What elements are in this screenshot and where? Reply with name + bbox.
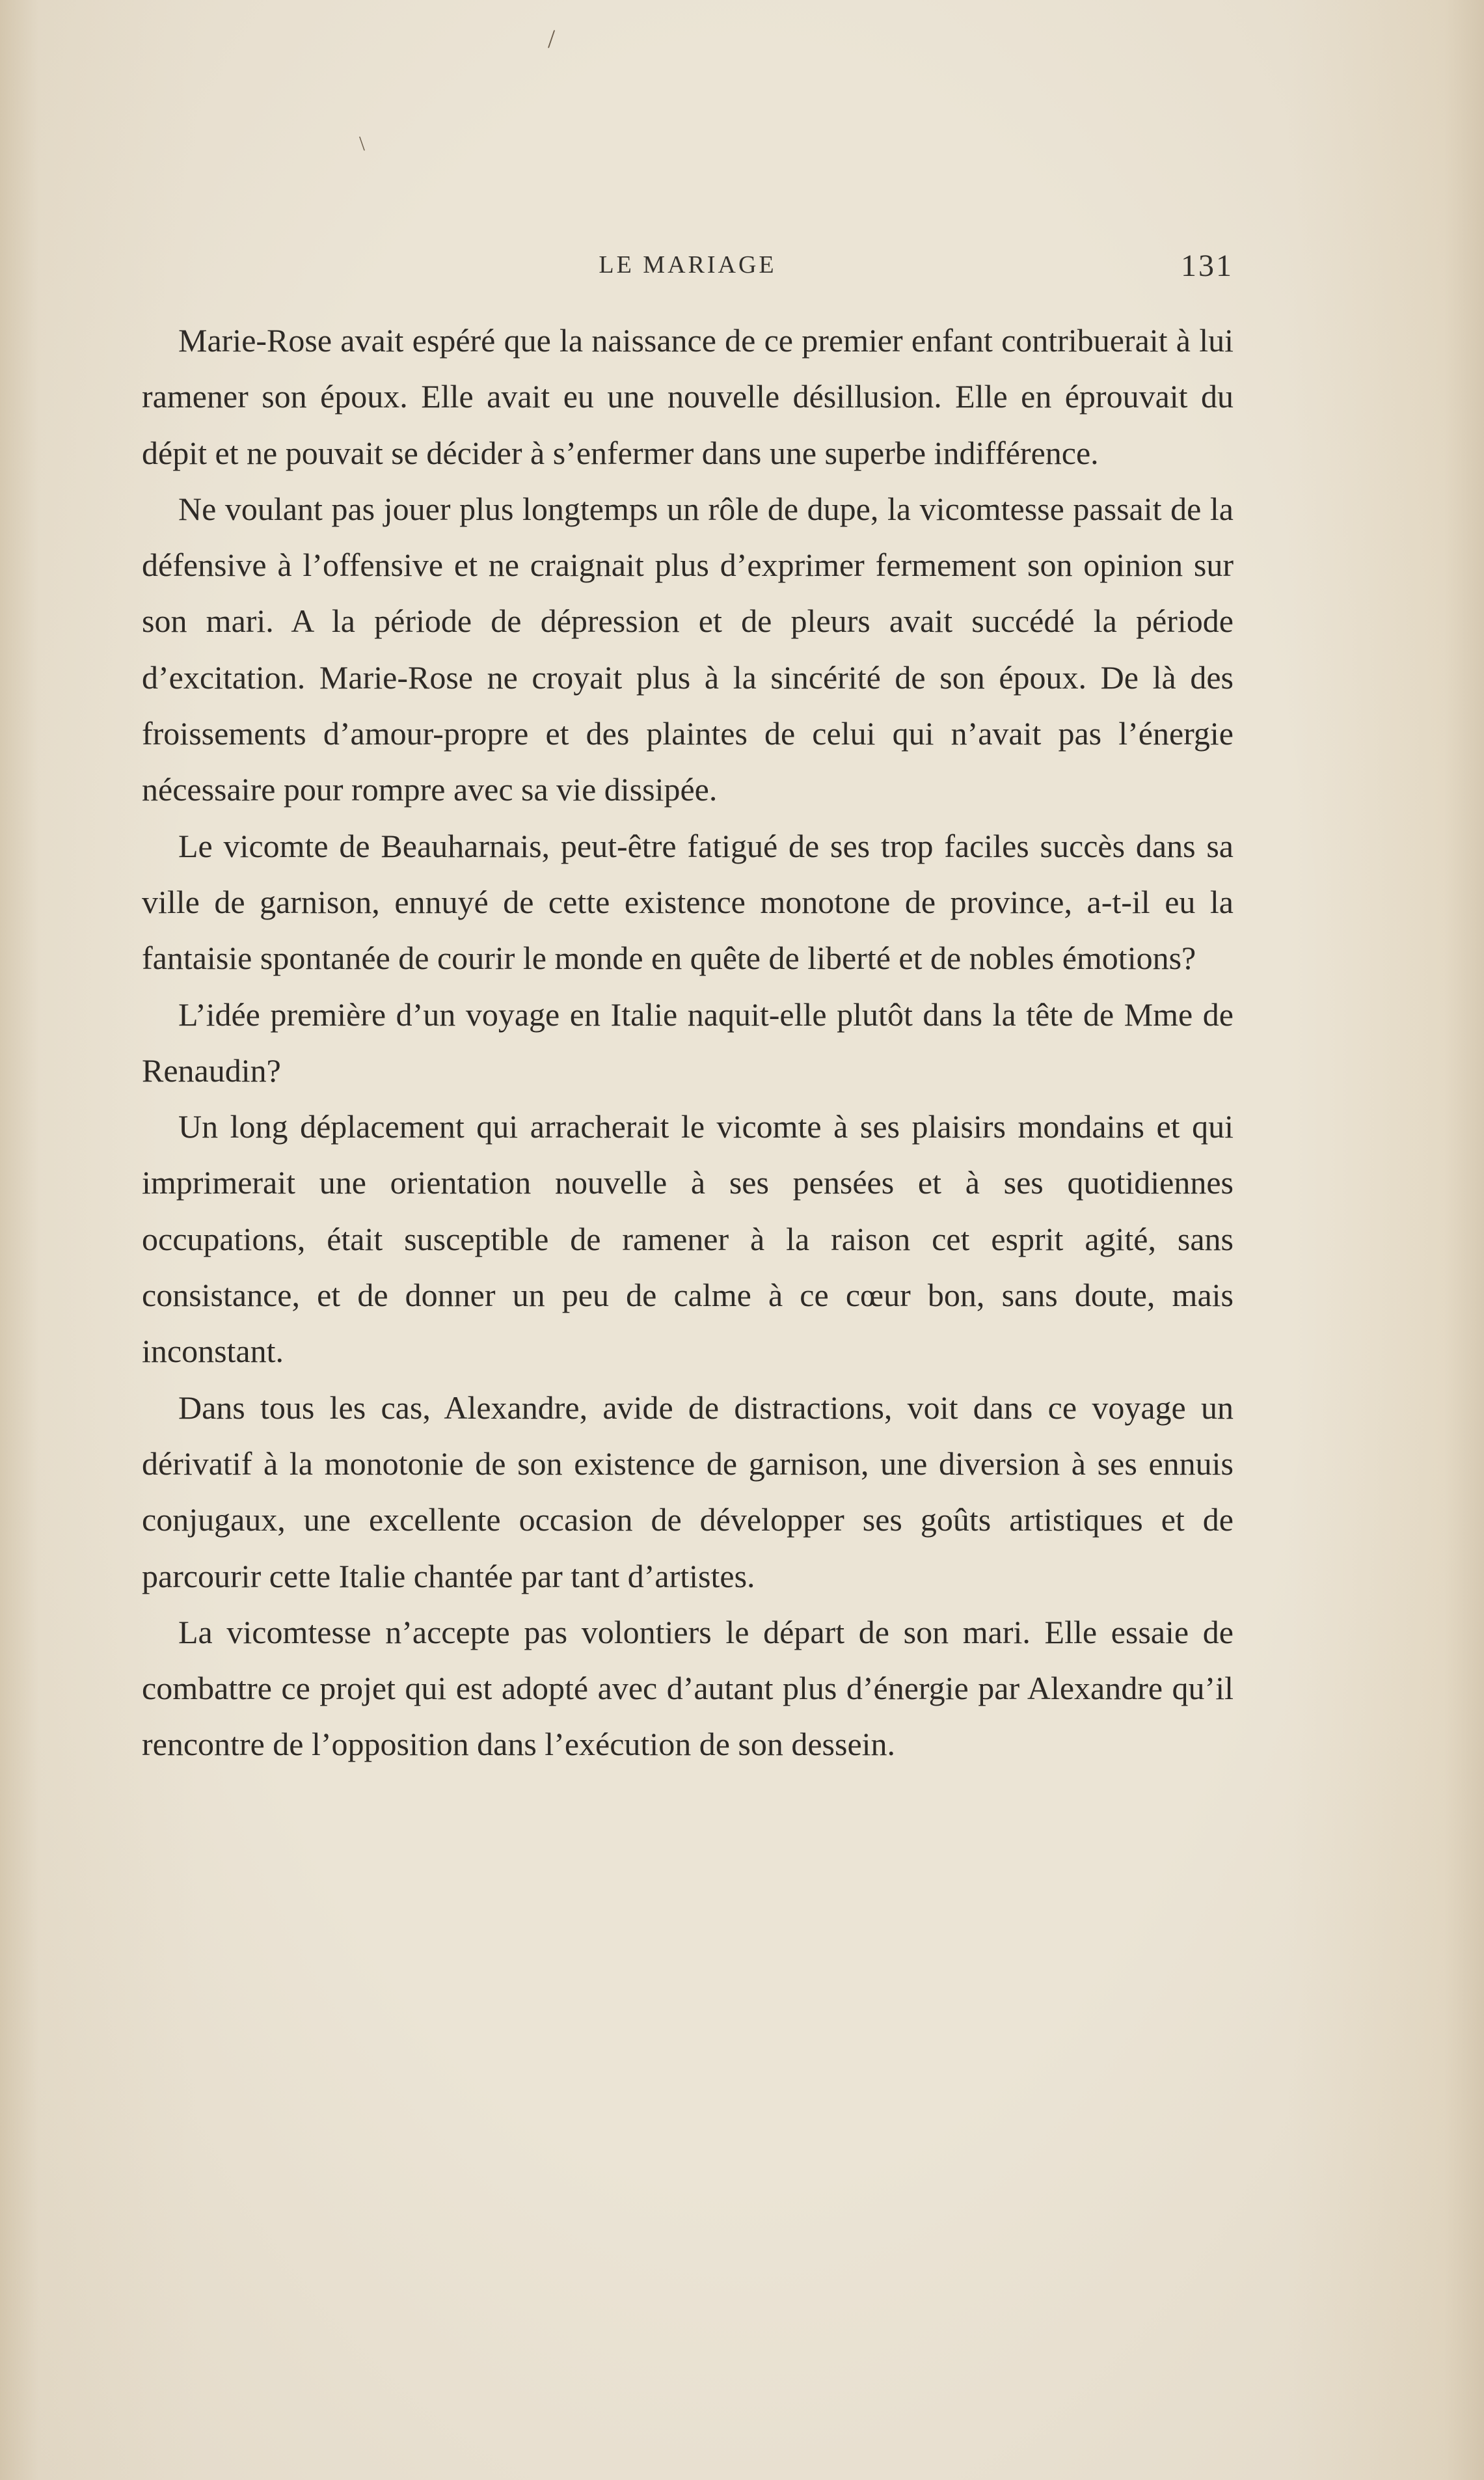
- page-header: [142, 251, 1234, 290]
- page-number: 131: [1181, 249, 1234, 283]
- paragraph: L’idée première d’un voyage en Italie naquit-elle plutôt dans la tête de Mme de Renaudin?: [142, 996, 1234, 1089]
- paragraph: Le vicomte de Beauharnais, peut-être fatigué de ses trop faciles succès dans sa ville de garnison, ennuyé de cette existence monotone de province, a-t-il eu la fantaisie spontanée de courir le monde en quête de liberté et de nobles émotions?: [142, 827, 1234, 977]
- paragraph: Un long déplacement qui arracherait le vicomte à ses plaisirs mondains et qui imprimerait une orientation nouvelle à ses pensées et à ses quotidiennes occupations, était susceptible de ramener à la raison cet esprit agité, sans consistance, et de donner un peu de calme à ce cœur bon, sans doute, mais inconstant.: [142, 1108, 1234, 1370]
- paragraph: Marie-Rose avait espéré que la naissance de ce premier enfant contribuerait à lui ramener son époux. Elle avait eu une nouvelle désillusion. Elle en éprouvait du dépit et ne pouvait se décider à s’enfermer dans une superbe indifférence.: [142, 322, 1234, 471]
- paragraph: La vicomtesse n’accepte pas volontiers le départ de son mari. Elle essaie de combattre ce projet qui est adopté avec d’autant plus d’énergie par Alexandre qu’il rencontre de l’opposition dans l’exécution de son dessein.: [142, 1613, 1234, 1763]
- ink-speck-mark: \: [359, 131, 365, 155]
- body-text: [142, 312, 1234, 1773]
- paragraph: Dans tous les cas, Alexandre, avide de distractions, voit dans ce voyage un dérivatif à la monotonie de son existence de garnison, une diversion à ses ennuis conjugaux, une excellente occasion de développer ses goûts artistiques et de parcourir cette Italie chantée par tant d’artistes.: [142, 1389, 1234, 1594]
- ink-speck-mark: /: [548, 24, 556, 53]
- running-title: LE MARIAGE: [599, 251, 777, 279]
- paragraph: Ne voulant pas jouer plus longtemps un rôle de dupe, la vicomtesse passait de la défensive à l’offensive et ne craignait plus d’exprimer fermement son opinion sur son mari. A la période de dépression et de pleurs avait succédé la période d’excitation. Marie-Rose ne croyait plus à la sincérité de son époux. De là des froissements d’amour-propre et des plaintes de celui qui n’avait pas l’énergie nécessaire pour rompre avec sa vie dissipée.: [142, 490, 1234, 808]
